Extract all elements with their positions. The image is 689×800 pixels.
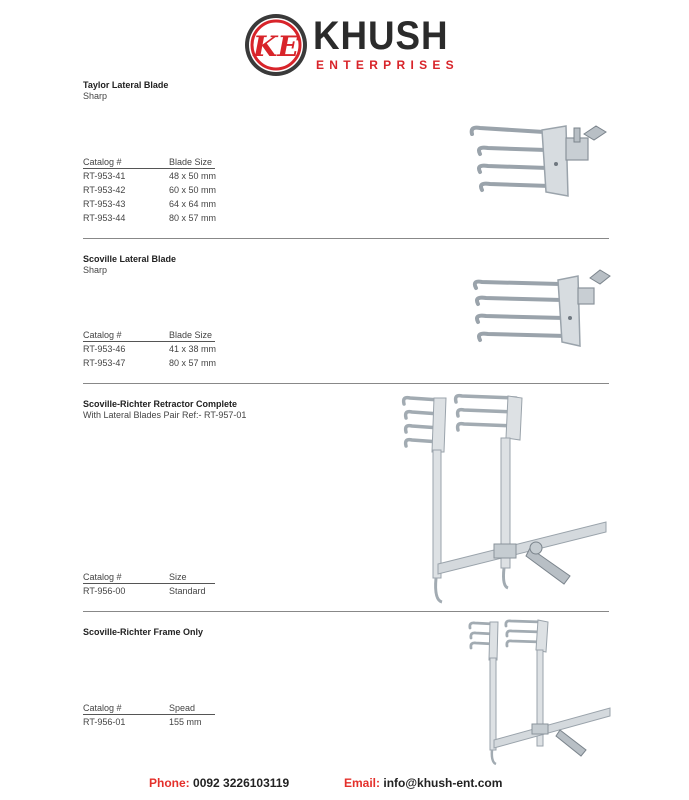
email-label: Email:	[344, 776, 381, 790]
product-subtitle: Sharp	[83, 91, 108, 101]
column-header: Size	[169, 572, 187, 582]
phone-number[interactable]: 0092 3226103119	[193, 776, 290, 790]
email-contact[interactable]	[344, 776, 502, 790]
taylor-lateral-blade-image	[466, 120, 611, 200]
column-header: Catalog #	[83, 703, 122, 713]
section-divider	[83, 383, 609, 384]
catalog-number: RT-953-41	[83, 171, 126, 181]
catalog-table-taylor	[83, 156, 229, 225]
logo-badge-icon	[243, 12, 309, 78]
blade-size: 64 x 64 mm	[169, 199, 217, 209]
size-value: Standard	[169, 586, 206, 596]
column-header: Spead	[169, 703, 196, 713]
scoville-lateral-blade-image	[468, 266, 613, 350]
blade-size: 80 x 57 mm	[169, 358, 217, 368]
frame-only-image	[466, 618, 612, 766]
table-row	[83, 356, 229, 370]
column-header: Blade Size	[169, 157, 213, 167]
table-row	[83, 342, 229, 356]
catalog-table-frame-only	[83, 702, 229, 729]
table-row	[83, 211, 229, 225]
column-header: Catalog #	[83, 157, 122, 167]
email-address[interactable]: info@khush-ent.com	[383, 776, 503, 790]
blade-size: 80 x 57 mm	[169, 213, 217, 223]
product-title: Scoville-Richter Frame Only	[83, 627, 204, 637]
table-header	[83, 702, 229, 714]
table-row	[83, 169, 229, 183]
brand-tagline: ENTERPRISES	[316, 58, 459, 72]
section-divider	[83, 238, 609, 239]
blade-size: 60 x 50 mm	[169, 185, 217, 195]
catalog-number: RT-956-01	[83, 717, 126, 727]
phone-label: Phone:	[149, 776, 190, 790]
svg-text:KE: KE	[253, 30, 299, 63]
table-header	[83, 329, 229, 341]
table-row	[83, 197, 229, 211]
section-divider	[83, 611, 609, 612]
brand-name: KHUSH	[313, 14, 449, 58]
table-row	[83, 584, 229, 598]
retractor-complete-image	[398, 392, 610, 607]
catalog-number: RT-953-43	[83, 199, 126, 209]
catalog-table-retractor-complete	[83, 571, 229, 598]
table-row	[83, 715, 229, 729]
product-subtitle: Sharp	[83, 265, 108, 275]
table-header	[83, 571, 229, 583]
catalog-number: RT-953-46	[83, 344, 126, 354]
product-title: Scoville-Richter Retractor Complete	[83, 399, 238, 409]
column-header: Catalog #	[83, 330, 122, 340]
column-header: Catalog #	[83, 572, 122, 582]
product-subtitle: With Lateral Blades Pair Ref:- RT-957-01	[83, 410, 247, 420]
product-section-taylor	[83, 80, 609, 102]
brand-logo	[243, 12, 459, 78]
catalog-number: RT-956-00	[83, 586, 126, 596]
blade-size: 48 x 50 mm	[169, 171, 217, 181]
spread-value: 155 mm	[169, 717, 202, 727]
catalog-number: RT-953-44	[83, 213, 126, 223]
column-header: Blade Size	[169, 330, 213, 340]
product-title: Scoville Lateral Blade	[83, 254, 177, 264]
table-header	[83, 156, 229, 168]
table-row	[83, 183, 229, 197]
catalog-number: RT-953-47	[83, 358, 126, 368]
catalog-number: RT-953-42	[83, 185, 126, 195]
catalog-table-scoville-blade	[83, 329, 229, 370]
product-title: Taylor Lateral Blade	[83, 80, 169, 90]
blade-size: 41 x 38 mm	[169, 344, 217, 354]
phone-contact[interactable]	[149, 776, 289, 790]
